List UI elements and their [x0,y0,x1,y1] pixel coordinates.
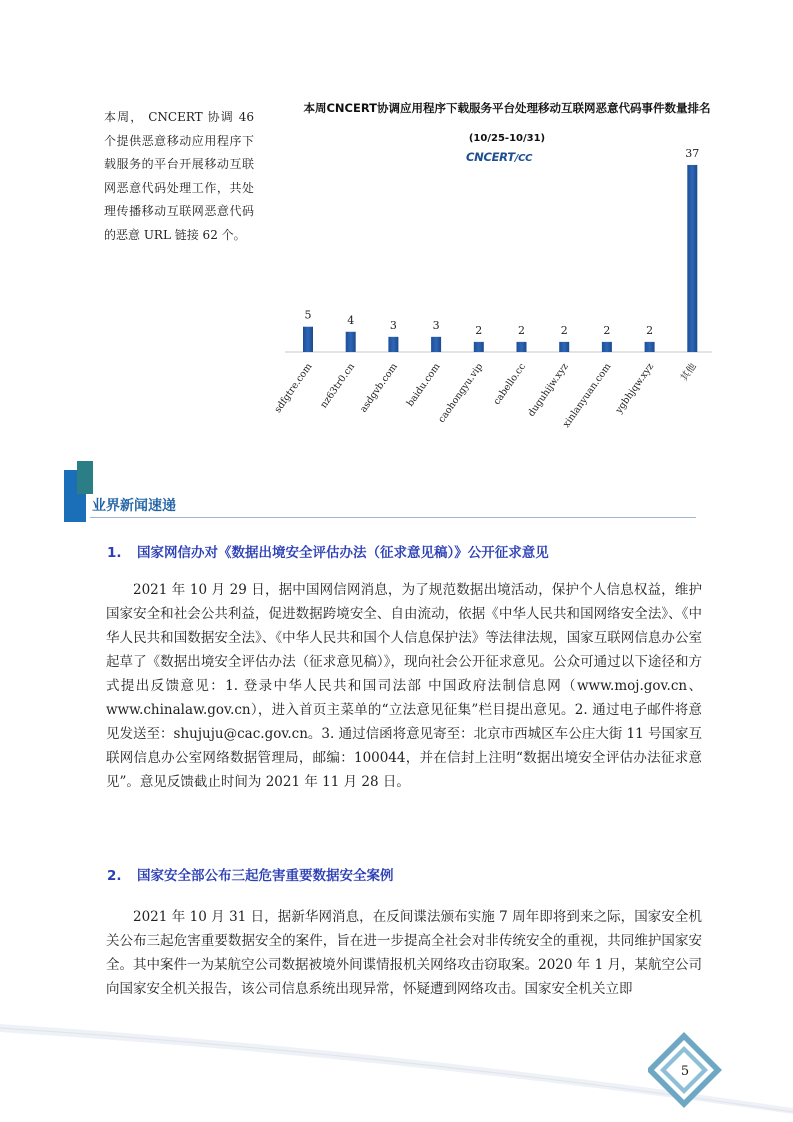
news-title-text-1: 国家网信办对《数据出境安全评估办法（征求意见稿）》公开征求意见 [137,545,549,561]
intro-paragraph: 本周， CNCERT 协调 46 个提供恶意移动应用程序下载服务的平台开展移动互联网恶意代码处理工作，共处理传播移动互联网恶意代码的恶意 URL 链接 62 个。 [104,110,254,242]
tick-label-1: nz63tr0.cn [318,361,358,411]
tick-label-5: cabello.cc [491,361,528,408]
section-title: 业界新闻速递 [92,498,176,514]
data-label-1: 4 [347,313,355,327]
news-number-1: 1. [107,545,122,561]
news-paragraph-text-2: 2021 年 10 月 31 日，据新华网消息，在反间谍法颁布实施 7 周年即将到来之际，国家安全机关公布三起危害重要数据安全的案件，旨在进一步提高全社会对非传统安全的重视，共同维护国家安全。其中案件一为某航空公司数据被境外间谍情报机关网络攻击窃取案。2020 年 1 月，某航空公司向国家安全机关报告，该公司信息系统出现异常，怀疑遭到网络攻击。国家安全机关立即 [106,909,702,997]
section-divider [90,517,696,518]
data-label-6: 2 [560,323,568,337]
bar-5 [517,342,527,352]
data-label-3: 3 [432,318,440,332]
logo-tail: /CC [514,153,533,164]
logo-main: CNCERT [466,150,515,164]
news-paragraph-1 [106,578,702,794]
data-label-5: 2 [518,323,525,337]
bar-2 [388,337,398,352]
data-label-8: 2 [646,323,654,337]
news-title-1 [107,541,549,561]
bar-8 [645,342,655,352]
news-paragraph-2 [106,905,702,1001]
news-number-2: 2. [107,868,122,884]
bar-chart [270,140,720,440]
tick-label-6: duguhijw.xyz [525,361,571,419]
data-label-7: 2 [603,323,611,337]
tick-label-4: caohongyu.vip [436,361,486,425]
bar-6 [559,342,569,352]
bar-4 [474,342,484,352]
data-label-9: 37 [685,146,700,160]
bar-7 [602,342,612,352]
tick-label-0: sdfgtre.com [272,361,315,415]
data-label-4: 2 [475,323,483,337]
news-paragraph-text-1: 2021 年 10 月 29 日，据中国网信网消息，为了规范数据出境活动，保护个人信息权益，维护国家安全和社会公共利益，促进数据跨境安全、自由流动，依据《中华人民共和国网络安全法》、《中华人民共和国数据安全法》、《中华人民共和国个人信息保护法》等法律法规，国家互联网信息办公室起草了《数据出境安全评估办法（征求意见稿）》，现向社会公开征求意见。公众可通过以下途径和方式提出反馈意见：1. 登录中华人民共和国司法部 中国政府法制信息网（www.moj.gov.cn、www.chinalaw.gov.cn），进入首页主菜单的“立法意见征集”栏目提出意见。2. 通过电子邮件将意见发送至：shujuju@cac.gov.cn。3. 通过信函将意见寄至：北京市西城区车公庄大街 11 号国家互联网信息办公室网络数据管理局，邮编：100044，并在信封上注明“数据出境安全评估办法征求意见”。意见反馈截止时间为 2021 年 11 月 28 日。 [106,582,702,790]
chart-subtitle: (10/25-10/31) [468,133,546,144]
data-label-0: 5 [304,308,312,322]
section-decoration-accent [77,461,93,494]
tick-label-8: ygbhjqw.xyz [613,361,657,416]
data-label-2: 3 [389,318,397,332]
tick-label-2: asdgvb.com [358,361,400,415]
tick-label-7: xinlanyuan.com [560,361,614,430]
page-number: 5 [680,1064,690,1079]
tick-label-3: baidu.com [404,361,443,409]
bar-1 [346,332,356,352]
bar-0 [303,327,313,352]
news-title-text-2: 国家安全部公布三起危害重要数据安全案例 [137,868,394,884]
bar-3 [431,337,441,352]
chart-title: 本周CNCERT协调应用程序下载服务平台处理移动互联网恶意代码事件数量排名 [303,101,711,115]
news-title-2 [107,864,394,884]
tick-label-9: 其他 [678,361,699,384]
bar-9 [687,165,697,352]
